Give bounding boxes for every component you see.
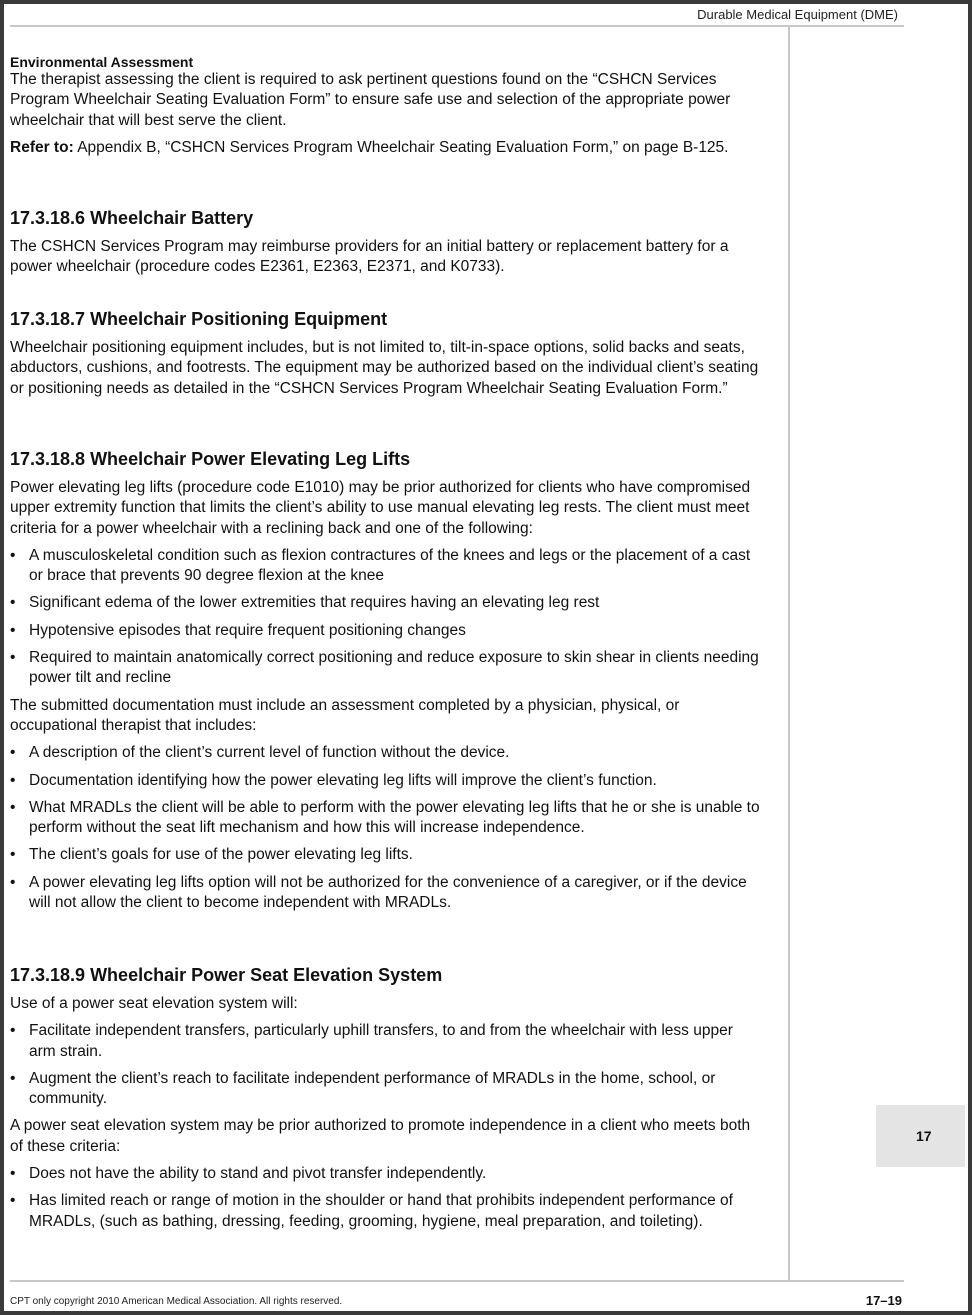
section-environmental-assessment [10, 54, 762, 165]
list-item: • Documentation identifying how the power elevating leg lifts will improve the client’s function. [10, 771, 762, 791]
list-item: • Facilitate independent transfers, particularly uphill transfers, to and from the wheelchair with less upper arm strain. [10, 1021, 762, 1062]
chapter-tab [876, 1105, 965, 1167]
paragraph: The CSHCN Services Program may reimburse providers for an initial battery or replacement battery for a power wheelchair (procedure codes E2361, E2363, E2371, and K0733). [10, 238, 729, 276]
page-number: 17–19 [865, 1293, 902, 1308]
list-item: • Does not have the ability to stand and pivot transfer independently. [10, 1164, 762, 1184]
chapter-tab-label: 17 [916, 1128, 932, 1144]
list-item: • Has limited reach or range of motion in the shoulder or hand that prohibits independent performance of MRADLs, (such as bathing, dressing, feeding, grooming, hygiene, meal preparation, and toileting). [10, 1191, 762, 1232]
copyright-notice: CPT only copyright 2010 American Medical Association. All rights reserved. [10, 1296, 343, 1307]
running-header: Durable Medical Equipment (DME) [697, 7, 898, 22]
refer-label: Refer to: [10, 138, 74, 156]
paragraph: A power seat elevation system may be prior authorized to promote independence in a client who meets both of these criteria: [10, 1117, 751, 1155]
list-item: • A musculoskeletal condition such as flexion contractures of the knees and legs or the placement of a cast or brace that prevents 90 degree flexion at the knee [10, 546, 762, 587]
section-17-3-18-6 [10, 207, 762, 285]
list-item: • Hypotensive episodes that require frequent positioning changes [10, 621, 762, 641]
paragraph: Use of a power seat elevation system will: [10, 995, 298, 1012]
paragraph: Power elevating leg lifts (procedure code E1010) may be prior authorized for clients who have compromised upper extremity function that limits the client’s ability to use manual elevating leg rests. The client must meet criteria for a power wheelchair with a reclining back and one of the following: [10, 479, 751, 537]
section-17-3-18-9 [10, 964, 762, 1239]
document-page [4, 4, 968, 1311]
list-item: • Augment the client’s reach to facilitate independent performance of MRADLs in the home, school, or community. [10, 1069, 762, 1110]
bullet-list [10, 743, 762, 913]
subheading: Environmental Assessment [10, 54, 194, 70]
list-item: • What MRADLs the client will be able to perform with the power elevating leg lifts that he or she is unable to perform without the seat lift mechanism and how this will increase independence. [10, 798, 762, 839]
paragraph: Wheelchair positioning equipment includes, but is not limited to, tilt-in-space options, solid backs and seats, abductors, cushions, and footrests. The equipment may be authorized based on the individual client’s seating or positioning needs as detailed in the “CSHCN Services Program Wheelchair Seating Evaluation Form.” [10, 339, 759, 397]
section-heading: 17.3.18.7 Wheelchair Positioning Equipment [10, 309, 388, 329]
refer-to [10, 138, 762, 158]
section-heading: 17.3.18.6 Wheelchair Battery [10, 208, 254, 228]
bullet-list [10, 546, 762, 689]
bullet-list [10, 1021, 762, 1109]
list-item: • The client’s goals for use of the power elevating leg lifts. [10, 845, 762, 865]
section-heading: 17.3.18.9 Wheelchair Power Seat Elevation System [10, 965, 443, 985]
paragraph: The therapist assessing the client is required to ask pertinent questions found on the “CSHCN Services Program Wheelchair Seating Evaluation Form” to ensure safe use and selection of the appropriate power wheelchair that will best serve the client. [10, 71, 731, 129]
margin-rule [788, 26, 790, 1281]
section-17-3-18-7 [10, 308, 762, 406]
refer-link[interactable]: Appendix B, “CSHCN Services Program Wheelchair Seating Evaluation Form,” on page B-125. [77, 138, 729, 156]
header-rule [10, 25, 904, 27]
paragraph: The submitted documentation must include an assessment completed by a physician, physical, or occupational therapist that includes: [10, 696, 680, 734]
section-17-3-18-8 [10, 448, 762, 920]
footer-rule [10, 1280, 904, 1282]
list-item: • A power elevating leg lifts option will not be authorized for the convenience of a caregiver, or if the device will not allow the client to become independent with MRADLs. [10, 873, 762, 914]
section-heading: 17.3.18.8 Wheelchair Power Elevating Leg Lifts [10, 449, 411, 469]
list-item: • Required to maintain anatomically correct positioning and reduce exposure to skin shear in clients needing power tilt and recline [10, 648, 762, 689]
list-item: • Significant edema of the lower extremities that requires having an elevating leg rest [10, 593, 762, 613]
list-item: • A description of the client’s current level of function without the device. [10, 743, 762, 763]
bullet-list [10, 1164, 762, 1232]
